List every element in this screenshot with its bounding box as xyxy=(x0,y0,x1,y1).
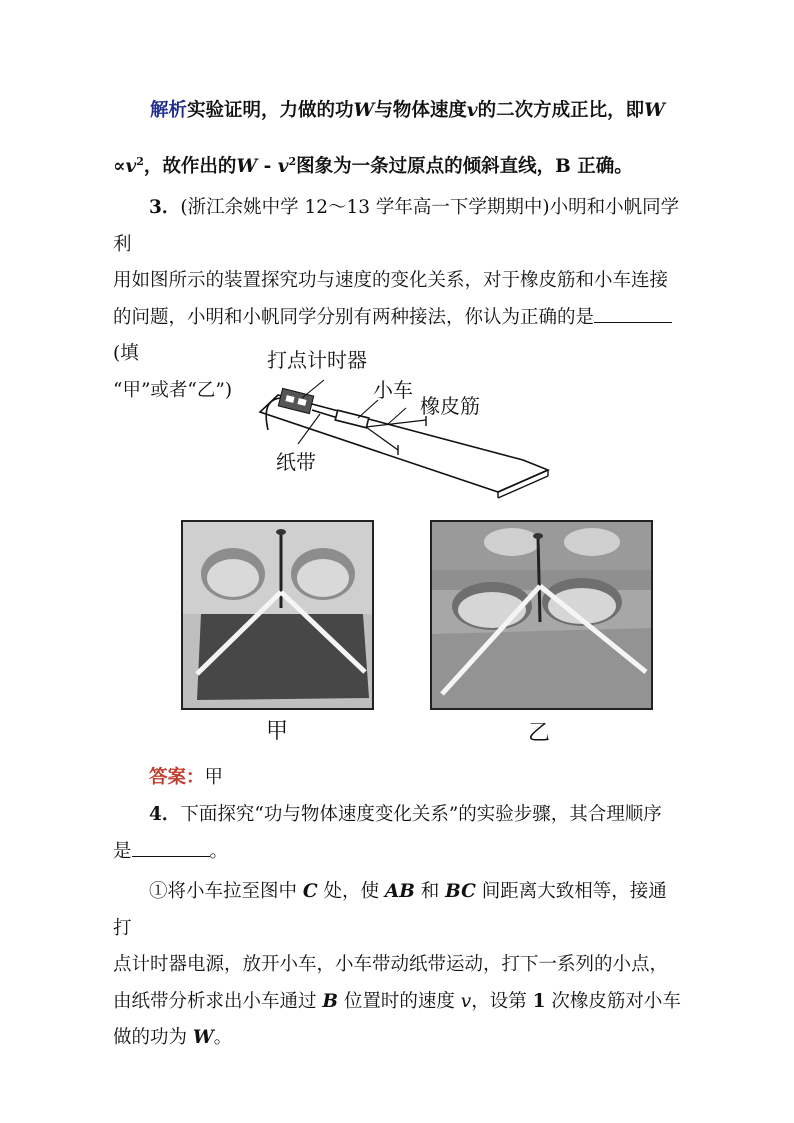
photo-jia-drawing xyxy=(183,522,372,708)
apparatus-diagram xyxy=(258,340,558,510)
timer-label: 打点计时器 xyxy=(267,348,367,372)
order-blank[interactable] xyxy=(132,855,210,857)
rubber-band-label: 橡皮筋 xyxy=(420,394,480,418)
analysis-tag: 解析 xyxy=(150,100,188,121)
caption-yi: 乙 xyxy=(528,721,551,746)
step-1: ①将小车拉至图中 C 处，使 AB 和 BC 间距离大致相等，接通打 xyxy=(113,881,667,939)
answer-line xyxy=(149,760,719,797)
photo-yi-drawing xyxy=(432,522,651,708)
analysis-line-2: $\propto v^2$，故作出的W - $v^2$图象为一条过原点的倾斜直线，B 正确。 xyxy=(113,155,633,178)
answer-value: 甲 xyxy=(204,767,224,788)
question-3: 3．(浙江余姚中学 12～13 学年高一下学期期中)小明和小帆同学利 用如图所示的装置探究功与速度的变化关系，对于橡皮筋和小车连接 的问题，小明和小帆同学分别有两种接法，你认为正确的是(填 “甲”或者“乙”) xyxy=(113,197,680,401)
answer-label: 答案： xyxy=(149,767,205,788)
question-3-number: 3． xyxy=(149,197,181,218)
question-4-number: 4． xyxy=(149,804,181,825)
caption-jia: 甲 xyxy=(266,719,289,744)
tape-label: 纸带 xyxy=(276,450,316,474)
analysis-line-1: 解析实验证明，力做的功W与物体速度v的二次方成正比，即W xyxy=(150,100,665,121)
photo-yi xyxy=(430,520,653,710)
photo-jia xyxy=(181,520,374,710)
car-label: 小车 xyxy=(373,378,413,402)
answer-blank[interactable] xyxy=(594,321,672,323)
question-4: 4．下面探究“功与物体速度变化关系”的实验步骤，其合理顺序 是 。 ①将小车拉至图中 C 处，使 AB 和 BC 间距离大致相等，接通打 点计时器电源，放开小车，小车带动纸带运动，打下一系列的小点， 由纸带分析求出小车通过 B 位置时的速度 v，设第 1 次橡皮筋对小车 做的功为 W。 xyxy=(113,797,683,1057)
